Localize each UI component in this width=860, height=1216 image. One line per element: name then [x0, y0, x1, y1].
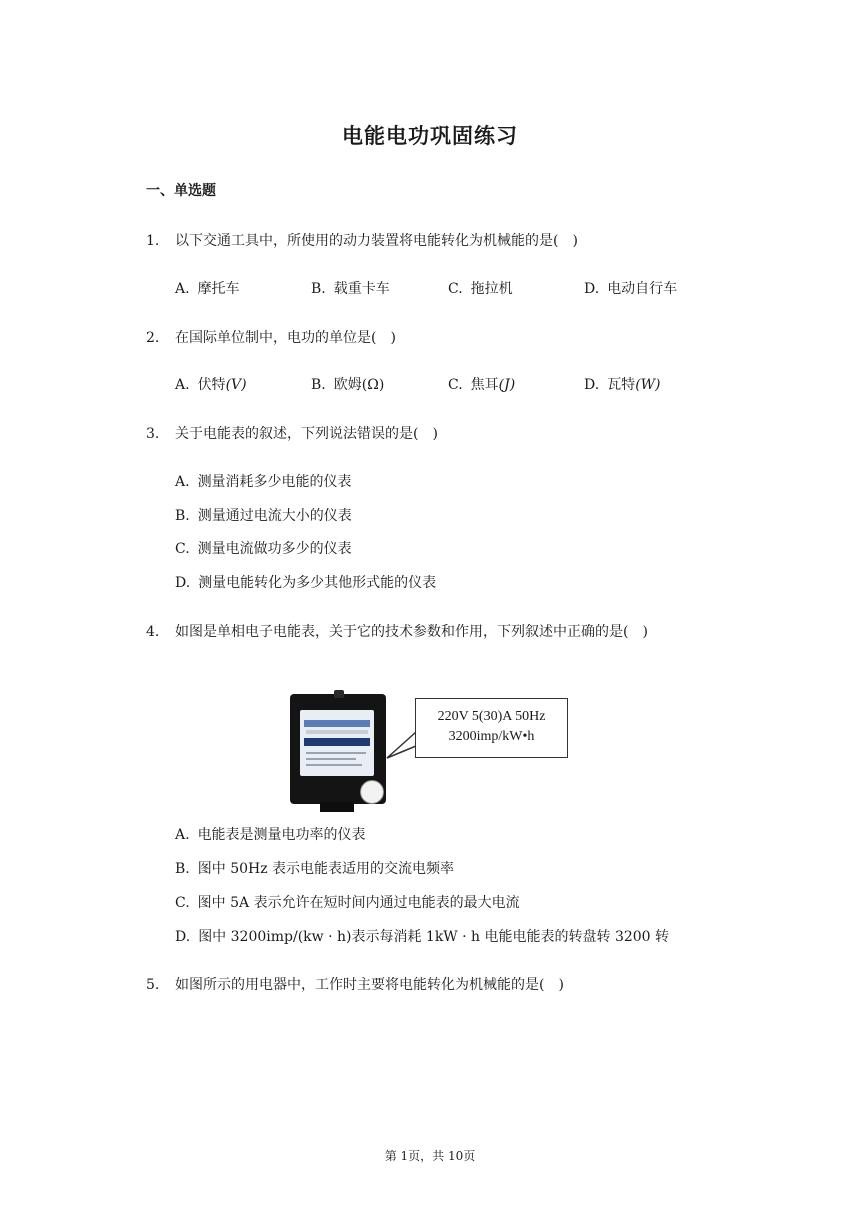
option-3b[interactable] — [175, 505, 352, 525]
option-text: 测量消耗多少电能的仪表 — [197, 474, 352, 490]
question-number: 4. — [146, 624, 160, 640]
option-text: 瓦特 — [607, 377, 636, 393]
option-1d[interactable] — [584, 278, 677, 298]
option-4b[interactable] — [175, 858, 454, 878]
option-letter: A. — [175, 377, 190, 393]
option-text: 电动自行车 — [607, 281, 678, 297]
option-letter: C. — [448, 377, 463, 393]
option-text: 焦耳 — [470, 377, 499, 393]
option-letter: B. — [175, 508, 190, 524]
option-symbol: (V) — [225, 377, 247, 393]
callout-spec-line1: 220V 5(30)A 50Hz — [437, 709, 546, 724]
callout-spec-line2: 3200imp/kW•h — [448, 729, 535, 744]
page-footer: 第 1页，共 10页 — [384, 1149, 476, 1163]
option-letter: B. — [311, 281, 326, 297]
option-text: 图中 3200imp/(kw · h)表示每消耗 1kW · h 电能电能表的转盘转 3200 转 — [198, 929, 670, 945]
option-2b[interactable] — [311, 374, 384, 394]
question-text: 以下交通工具中，所使用的动力装置将电能转化为机械能的是( ) — [175, 233, 578, 249]
question-number: 2. — [146, 330, 160, 346]
question-4 — [146, 621, 648, 641]
option-letter: D. — [175, 575, 191, 591]
question-text: 在国际单位制中，电功的单位是( ) — [175, 330, 396, 346]
option-1c[interactable] — [448, 278, 513, 298]
option-letter: D. — [584, 281, 600, 297]
option-symbol: (J) — [498, 377, 516, 393]
callout-pointer — [385, 730, 419, 760]
option-text: 摩托车 — [197, 281, 240, 297]
option-text: 测量电能转化为多少其他形式能的仪表 — [198, 575, 437, 591]
option-text: 电能表是测量电功率的仪表 — [197, 827, 366, 843]
meter-spec-callout — [415, 698, 568, 758]
question-1 — [146, 230, 578, 250]
option-symbol: (W) — [635, 377, 661, 393]
option-3d[interactable] — [175, 572, 436, 592]
option-letter: A. — [175, 281, 190, 297]
option-text: 拖拉机 — [470, 281, 513, 297]
question-text: 如图所示的用电器中，工作时主要将电能转化为机械能的是( ) — [175, 977, 564, 993]
question-2 — [146, 327, 396, 347]
option-2d[interactable] — [584, 374, 661, 394]
question-text: 如图是单相电子电能表，关于它的技术参数和作用，下列叙述中正确的是( ) — [175, 624, 648, 640]
section-heading: 一、单选题 — [146, 183, 216, 199]
question-text: 关于电能表的叙述，下列说法错误的是( ) — [175, 426, 438, 442]
option-text: 测量电流做功多少的仪表 — [197, 541, 352, 557]
question-number: 3. — [146, 426, 160, 442]
question-number: 5. — [146, 977, 160, 993]
option-text: 图中 5A 表示允许在短时间内通过电能表的最大电流 — [197, 895, 520, 911]
option-letter: C. — [175, 541, 190, 557]
meter-dial-knob — [360, 780, 384, 804]
option-letter: D. — [175, 929, 191, 945]
option-4a[interactable] — [175, 824, 366, 844]
option-letter: D. — [584, 377, 600, 393]
electric-meter-figure — [290, 690, 575, 815]
option-2a[interactable] — [175, 374, 247, 394]
option-letter: A. — [175, 474, 190, 490]
option-text: 伏特 — [197, 377, 226, 393]
page-title: 电能电功巩固练习 — [342, 124, 518, 148]
option-4c[interactable] — [175, 892, 520, 912]
question-3 — [146, 423, 438, 443]
option-text: 图中 50Hz 表示电能表适用的交流电频率 — [197, 861, 455, 877]
option-3a[interactable] — [175, 471, 352, 491]
option-2c[interactable] — [448, 374, 515, 394]
option-4d[interactable] — [175, 926, 669, 946]
option-text: 测量通过电流大小的仪表 — [197, 508, 352, 524]
question-number: 1. — [146, 233, 160, 249]
option-1b[interactable] — [311, 278, 390, 298]
option-text: 载重卡车 — [333, 281, 390, 297]
option-letter: C. — [175, 895, 190, 911]
option-letter: A. — [175, 827, 190, 843]
option-letter: C. — [448, 281, 463, 297]
option-3c[interactable] — [175, 538, 352, 558]
meter-image — [290, 694, 386, 804]
option-1a[interactable] — [175, 278, 240, 298]
option-text: 欧姆(Ω) — [333, 377, 385, 393]
question-5 — [146, 974, 564, 994]
option-letter: B. — [311, 377, 326, 393]
option-letter: B. — [175, 861, 190, 877]
